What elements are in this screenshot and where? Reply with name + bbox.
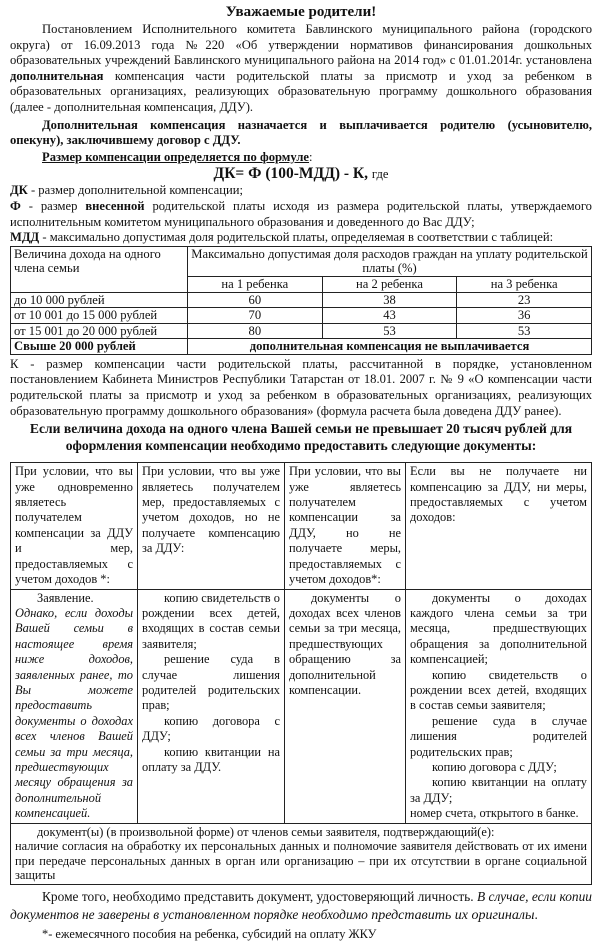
- mdd-col1-header: Величина дохода на одного члена семьи: [11, 246, 188, 292]
- intro-text: Постановлением Исполнительного комитета Бавлинского муниципального района (городского округа) от 16.09.2013 года №220 «Об утверждении нормативов финансирования дошкольных образовательных учреждений Бавлинского муниципального района на 2014 год» с 01.01.2014г. установлена: [10, 22, 592, 68]
- cell: 80: [188, 323, 323, 339]
- docs-col4: [406, 589, 592, 823]
- cell: 36: [457, 308, 592, 324]
- docs-header: Если вы не получаете ни компенсацию за ДДУ, ни меры, предоставляемых с учетом доходов:: [406, 463, 592, 589]
- cell: 60: [188, 292, 323, 308]
- formula: [10, 165, 592, 183]
- closing-text: Кроме того, необходимо представить документ, удостоверяющий личность.: [42, 888, 478, 904]
- intro-bold: дополнительная: [10, 68, 104, 83]
- closing-emphasis: представить их оригиналы: [371, 907, 535, 923]
- documents-heading: Если величина дохода на одного члена Вашей семьи не превышает 20 тысяч рублей для оформления компенсации необходимо предоставить следующие документы:: [29, 421, 573, 454]
- row-label: от 10 001 до 15 000 рублей: [11, 308, 188, 324]
- colon: :: [309, 149, 313, 164]
- cell: 53: [457, 323, 592, 339]
- definition-mdd: [10, 230, 592, 246]
- definition-text: - размер дополнительной компенсации;: [27, 183, 243, 198]
- documents-table: [10, 462, 592, 885]
- docs-header: При условии, что вы уже являетесь получателем мер, предоставляемых с учетом доходов, но не получаете компенсацию за ДДУ:: [138, 463, 285, 589]
- mdd-table: [10, 246, 592, 355]
- docs-item: номер счета, открытого в банке.: [410, 806, 579, 821]
- docs-item: документы о доходах каждого члена семьи за три месяца, предшествующих обращения за дополнительной компенсацией;: [410, 590, 587, 667]
- cell: 38: [322, 292, 457, 308]
- docs-footer: [11, 823, 592, 884]
- closing-paragraph: [10, 888, 592, 925]
- cell: 70: [188, 308, 323, 324]
- page-title: Уважаемые родители!: [225, 4, 377, 20]
- docs-item: Заявление.: [37, 590, 94, 605]
- formula-intro: [10, 150, 592, 166]
- docs-item: копию договора с ДДУ;: [142, 713, 280, 744]
- docs-item: решение суда в случае лишения родителей родительских прав;: [142, 652, 280, 713]
- docs-footer-line: наличие согласия на обработку их персональных данных и полномочие заявителя действовать от их имени при передаче персональных данных в орган или организацию – при их отсутствии в органе социальной защиты: [15, 839, 587, 883]
- mdd-group-header: Максимально допустимая доля расходов граждан на уплату родительской платы (%): [188, 246, 592, 276]
- term: Ф: [10, 198, 21, 213]
- definition-bold: внесенной: [85, 198, 145, 213]
- table-row: [11, 323, 592, 339]
- docs-item: копию квитанции на оплату за ДДУ.: [142, 744, 280, 774]
- definition-dk: [10, 183, 592, 199]
- formula-where: где: [371, 167, 389, 182]
- docs-header: При условии, что вы уже одновременно являетесь получателем компенсации за ДДУ и мер, предоставляемых с учетом доходов *:: [11, 463, 138, 589]
- mdd-subheader: на 3 ребенка: [457, 276, 592, 292]
- docs-item: копию свидетельств о рождении всех детей, входящих в состав семьи заявителя;: [142, 590, 280, 651]
- definition-text: - максимально допустимая доля родительской платы, определяемая в соответствии с таблицей:: [39, 230, 554, 245]
- docs-item: документы о доходах всех членов семьи за три месяца, предшествующих обращению за дополнительной компенсации.: [289, 590, 401, 697]
- definition-f: [10, 199, 592, 230]
- term: ДК: [10, 183, 28, 198]
- cell: 23: [457, 292, 592, 308]
- docs-footer-line: документ(ы) (в произвольной форме) от членов семьи заявителя, подтверждающий(е):: [37, 824, 495, 839]
- row-label: Свыше 20 000 рублей: [11, 339, 188, 355]
- docs-item: копию квитанции на оплату за ДДУ;: [410, 775, 587, 805]
- no-compensation-cell: дополнительная компенсация не выплачивается: [188, 339, 592, 355]
- table-row: [11, 292, 592, 308]
- assignment-paragraph: Дополнительная компенсация назначается и выплачивается родителю (усыновителю, опекуну), заключившему договор с ДДУ.: [10, 117, 592, 148]
- mdd-subheader: на 2 ребенка: [322, 276, 457, 292]
- mdd-subheader: на 1 ребенка: [188, 276, 323, 292]
- formula-expression: ДК= Ф (100-МДД) - К,: [213, 165, 369, 183]
- docs-note: Однако, если доходы Вашей семьи в настоящее время ниже доходов, заявленных ранее, то Вы можете предоставить документы о доходах всех членов Вашей семьи за три месяца, предшествующих месяцу обращения за дополнительной компенсацией.: [15, 605, 133, 821]
- docs-item: решение суда в случае лишения родителей родительских прав;: [410, 713, 587, 759]
- cell: 43: [322, 308, 457, 324]
- docs-item: копию договора с ДДУ;: [432, 759, 557, 774]
- footnote: *- ежемесячного пособия на ребенка, субсидий на оплату ЖКУ: [42, 926, 377, 941]
- table-row: [11, 308, 592, 324]
- docs-header: При условии, что вы уже являетесь получателем компенсации за ДДУ, но не получаете меры, предоставляемых с учетом доходов*:: [285, 463, 406, 589]
- docs-col1: [11, 589, 138, 823]
- docs-col3: [285, 589, 406, 823]
- term: МДД: [10, 230, 40, 245]
- definition-text-2: родительской платы исходя из размера родительской платы, утверждаемого исполнительным комитетом муниципального образования и доведенного до Вас ДДУ;: [10, 198, 592, 229]
- intro-paragraph: [10, 22, 592, 116]
- k-definition: К - размер компенсации части родительской платы, рассчитанной в порядке, установленном постановлением Кабинета Министров Республики Татарстан от 18.01. 2007 г. № 9 «О компенсации части родительской платы за присмотр и уход за ребенком в образовательных организациях, реализующих образовательную программу дошкольного образования» (формула расчета была доведена ДДУ ранее).: [10, 356, 592, 418]
- definition-text: - размер: [20, 198, 86, 213]
- table-row: [11, 339, 592, 355]
- intro-text-2: компенсация части родительской платы за присмотр и уход за ребенком в образовательных организациях, реализующих образовательную программу дошкольного образования (далее - дополнительная компенсация, ДДУ).: [10, 68, 592, 114]
- row-label: от 15 001 до 20 000 рублей: [11, 323, 188, 339]
- period: .: [534, 906, 538, 922]
- formula-intro-text: Размер компенсации определяется по формуле: [42, 149, 310, 164]
- row-label: до 10 000 рублей: [11, 292, 188, 308]
- cell: 53: [322, 323, 457, 339]
- closing-italic: В случае, если копии документов не заверены в установленном порядке необходимо: [10, 888, 592, 922]
- docs-item: копию свидетельств о рождении всех детей, входящих в состав семьи заявителя;: [410, 667, 587, 713]
- docs-col2: [138, 589, 285, 823]
